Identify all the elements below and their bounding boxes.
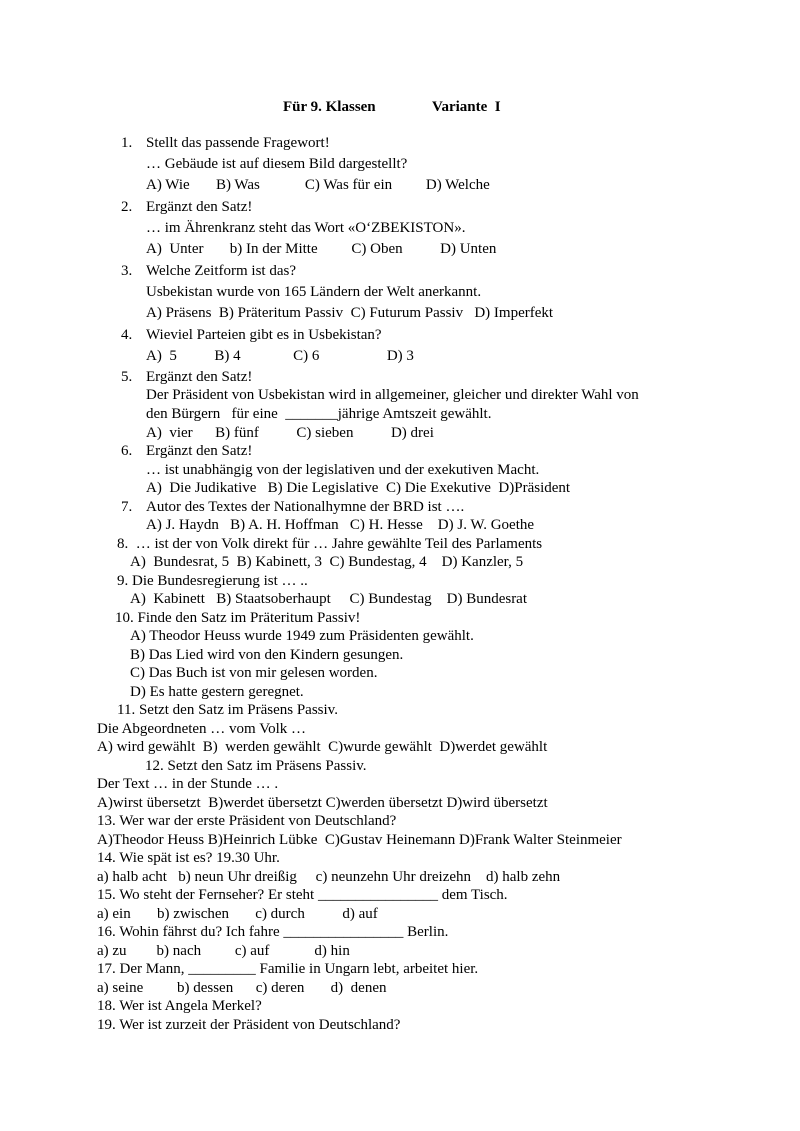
question-number: 7.: [121, 499, 133, 515]
question-text: … ist unabhängig von der legislativen und der exekutiven Macht.: [146, 462, 540, 478]
variant-heading: Variante I: [432, 99, 501, 115]
answer-options: a) zu b) nach c) auf d) hin: [97, 943, 350, 959]
answer-options: A) Bundesrat, 5 B) Kabinett, 3 C) Bundestag, 4 D) Kanzler, 5: [130, 554, 524, 570]
question-text: Usbekistan wurde von 165 Ländern der Welt anerkannt.: [146, 284, 482, 300]
answer-options: A) wird gewählt B) werden gewählt C)wurde gewählt D)werdet gewählt: [97, 739, 548, 755]
answer-options: A) Präsens B) Präteritum Passiv C) Futurum Passiv D) Imperfekt: [146, 305, 554, 321]
answer-options: a) ein b) zwischen c) durch d) auf: [97, 906, 378, 922]
answer-option: A) Theodor Heuss wurde 1949 zum Präsidenten gewählt.: [130, 628, 474, 644]
answer-options: A) J. Haydn B) A. H. Hoffman C) H. Hesse D) J. W. Goethe: [146, 517, 535, 533]
answer-option: C) Das Buch ist von mir gelesen worden.: [130, 665, 378, 681]
question-number: 6.: [121, 443, 133, 459]
question-number: 4.: [121, 327, 133, 343]
answer-options: A) Kabinett B) Staatsoberhaupt C) Bundestag D) Bundesrat: [130, 591, 528, 607]
question-text: 9. Die Bundesregierung ist … ..: [117, 573, 308, 589]
question-text: 18. Wer ist Angela Merkel?: [97, 998, 262, 1014]
answer-options: a) halb acht b) neun Uhr dreißig c) neunzehn Uhr dreizehn d) halb zehn: [97, 869, 561, 885]
question-number: 3.: [121, 263, 133, 279]
question-text: Ergänzt den Satz!: [146, 443, 253, 459]
class-heading: Für 9. Klassen: [283, 99, 376, 115]
question-number: 2.: [121, 199, 133, 215]
answer-options: A) Wie B) Was C) Was für ein D) Welche: [146, 177, 490, 193]
answer-options: a) seine b) dessen c) deren d) denen: [97, 980, 387, 996]
question-text: 10. Finde den Satz im Präteritum Passiv!: [115, 610, 361, 626]
question-text: Stellt das passende Fragewort!: [146, 135, 330, 151]
question-text: Der Text … in der Stunde … .: [97, 776, 279, 792]
question-text: 16. Wohin fährst du? Ich fahre ________________ Berlin.: [97, 924, 449, 940]
question-number: 5.: [121, 369, 133, 385]
answer-options: A) Die Judikative B) Die Legislative C) Die Exekutive D)Präsident: [146, 480, 571, 496]
question-number: 1.: [121, 135, 133, 151]
question-text: 13. Wer war der erste Präsident von Deutschland?: [97, 813, 397, 829]
answer-options: A)Theodor Heuss B)Heinrich Lübke C)Gustav Heinemann D)Frank Walter Steinmeier: [97, 832, 622, 848]
question-text: 8. … ist der von Volk direkt für … Jahre gewählte Teil des Parlaments: [117, 536, 543, 552]
question-text: Ergänzt den Satz!: [146, 369, 253, 385]
question-text: Autor des Textes der Nationalhymne der BRD ist ….: [146, 499, 465, 515]
question-text: … im Ährenkranz steht das Wort «O‘ZBEKISTON».: [146, 220, 466, 236]
question-text: … Gebäude ist auf diesem Bild dargestellt?: [146, 156, 408, 172]
question-text: 19. Wer ist zurzeit der Präsident von Deutschland?: [97, 1017, 401, 1033]
answer-options: A)wirst übersetzt B)werdet übersetzt C)werden übersetzt D)wird übersetzt: [97, 795, 548, 811]
answer-option: B) Das Lied wird von den Kindern gesungen.: [130, 647, 404, 663]
question-text: 11. Setzt den Satz im Präsens Passiv.: [117, 702, 338, 718]
question-text: 14. Wie spät ist es? 19.30 Uhr.: [97, 850, 280, 866]
question-text: 15. Wo steht der Fernseher? Er steht ________________ dem Tisch.: [97, 887, 508, 903]
question-text: Welche Zeitform ist das?: [146, 263, 296, 279]
answer-options: A) 5 B) 4 C) 6 D) 3: [146, 348, 414, 364]
question-text: Wieviel Parteien gibt es in Usbekistan?: [146, 327, 382, 343]
question-text: Die Abgeordneten … vom Volk …: [97, 721, 307, 737]
answer-option: D) Es hatte gestern geregnet.: [130, 684, 304, 700]
answer-options: A) vier B) fünf C) sieben D) drei: [146, 425, 434, 441]
question-text: 12. Setzt den Satz im Präsens Passiv.: [145, 758, 367, 774]
answer-options: A) Unter b) In der Mitte C) Oben D) Unten: [146, 241, 497, 257]
question-text: den Bürgern für eine _______jährige Amtszeit gewählt.: [146, 406, 492, 422]
question-text: Der Präsident von Usbekistan wird in allgemeiner, gleicher und direkter Wahl von: [146, 387, 639, 403]
question-text: 17. Der Mann, _________ Familie in Ungarn lebt, arbeitet hier.: [97, 961, 479, 977]
question-text: Ergänzt den Satz!: [146, 199, 253, 215]
